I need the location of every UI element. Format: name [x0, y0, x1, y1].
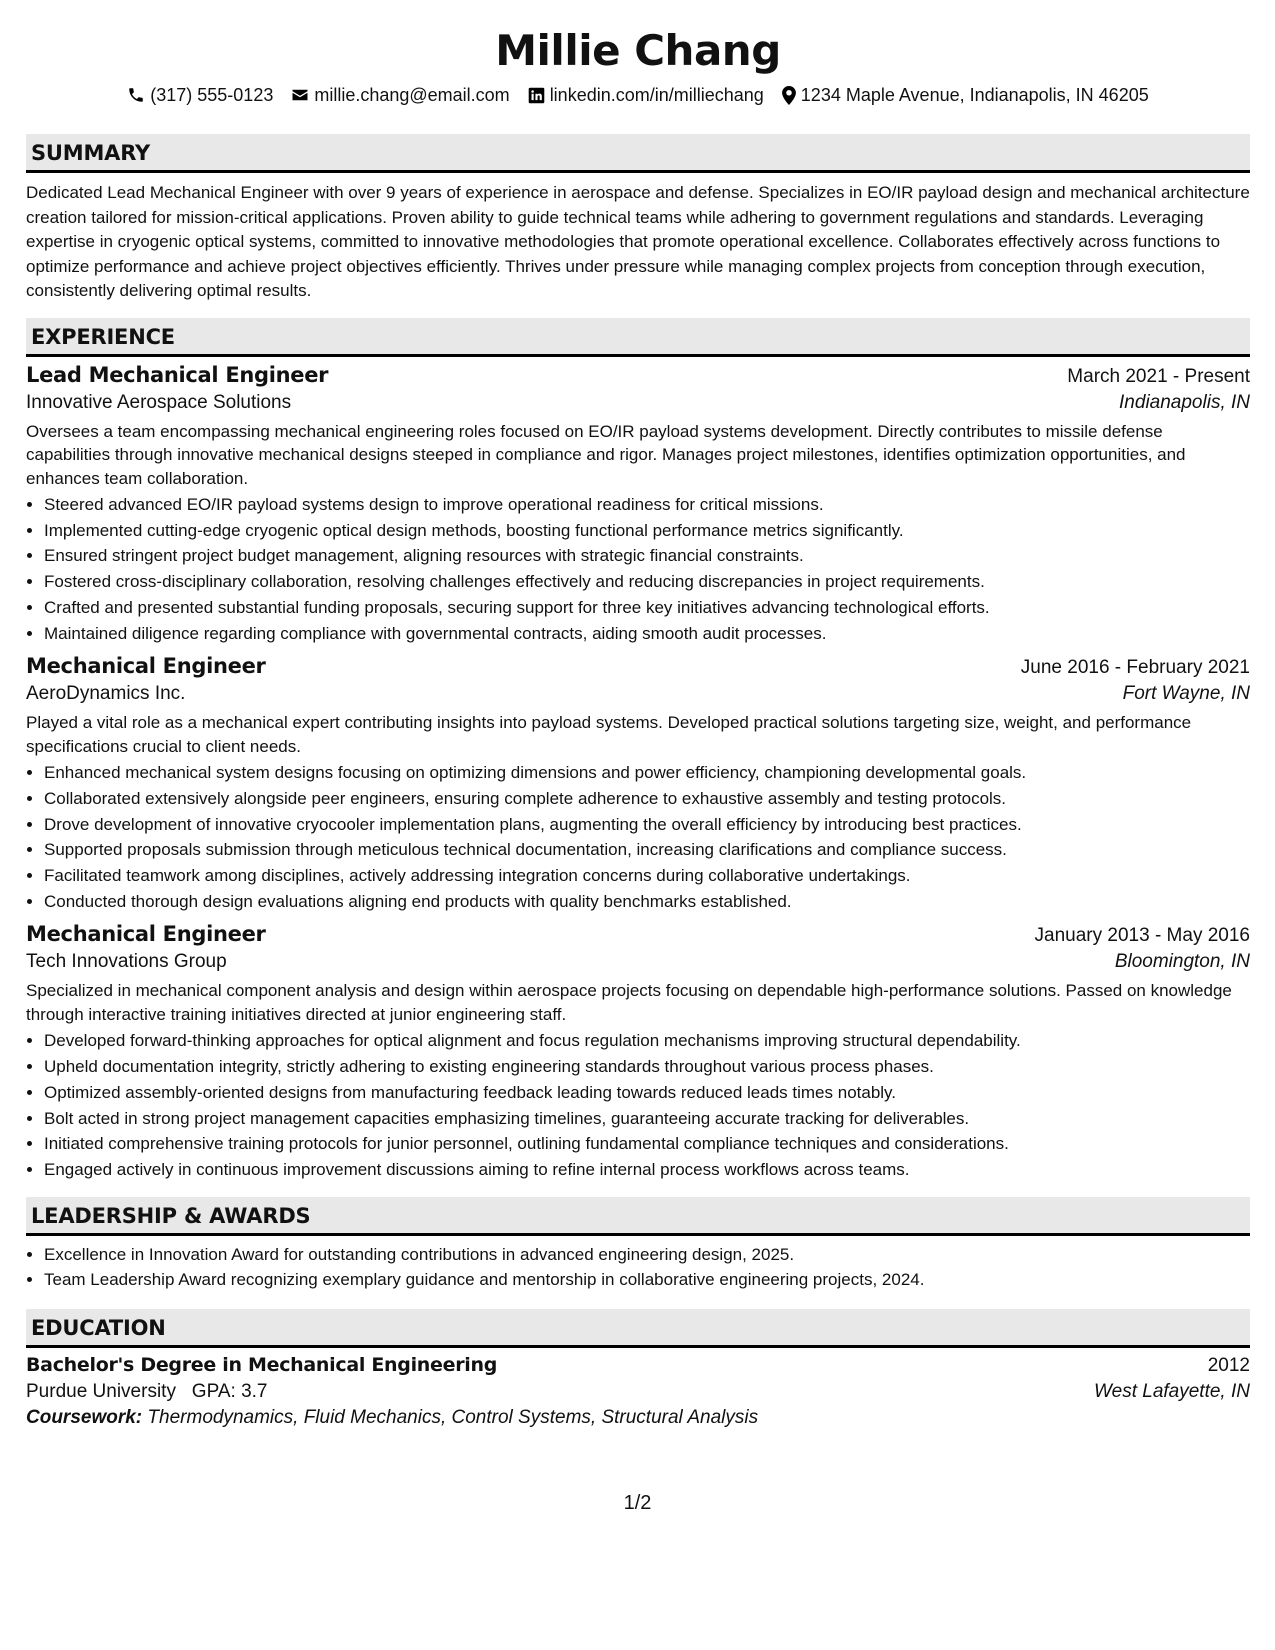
gpa: GPA: 3.7 [191, 1381, 268, 1403]
job-description: Oversees a team encompassing mechanical engineering roles focused on EO/IR payload systems development. Directly contributes to missile defense capabilities through innovative mechanical designs steeped in compliance and rigor. Manages project milestones, identifies optimization opportunities, and enhances team collaboration. [26, 421, 1186, 488]
list-item: • Excellence in Innovation Award for outstanding contributions in advanced engineering design, 2025. [44, 1242, 1250, 1268]
job-dates: January 2013 - May 2016 [1034, 925, 1250, 947]
list-item: • Optimized assembly-oriented designs from manufacturing feedback leading towards reduced leads times notably. [44, 1080, 1250, 1106]
job-entry [26, 922, 1250, 1182]
education-school-row [26, 1381, 1250, 1403]
list-item: • Team Leadership Award recognizing exemplary guidance and mentorship in collaborative engineering projects, 2024. [44, 1267, 1250, 1293]
job-entry [26, 654, 1250, 914]
resume-page [26, 0, 1250, 1429]
job-location: Indianapolis, IN [1119, 391, 1250, 413]
job-dates: March 2021 - Present [1067, 365, 1250, 387]
job-company: AeroDynamics Inc. [26, 683, 186, 705]
list-item: • Implemented cutting-edge cryogenic optical design methods, boosting functional performance metrics significantly. [44, 518, 1250, 544]
job-entry [26, 363, 1250, 647]
job-location: Bloomington, IN [1114, 951, 1250, 973]
email-link[interactable]: millie.chang@email.com [314, 84, 510, 105]
job-company-row [26, 951, 1250, 973]
graduation-year: 2012 [1207, 1355, 1250, 1377]
list-item: • Developed forward-thinking approaches for optical alignment and focus regulation mechanisms improving structural dependability. [44, 1028, 1250, 1054]
job-bullets [26, 1028, 1250, 1182]
job-description: Specialized in mechanical component analysis and design within aerospace projects focusing on dependable high-performance solutions. Passed on knowledge through interactive training initiatives directed at junior engineering staff. [26, 981, 1232, 1024]
list-item: • Fostered cross-disciplinary collaboration, resolving challenges effectively and reducing discrepancies in project requirements. [44, 569, 1250, 595]
job-bullets [26, 760, 1250, 914]
list-item: • Conducted thorough design evaluations aligning end products with quality benchmarks established. [44, 889, 1250, 915]
list-item: • Initiated comprehensive training protocols for junior personnel, outlining fundamental compliance techniques and considerations. [44, 1131, 1250, 1157]
list-item: • Maintained diligence regarding compliance with governmental contracts, aiding smooth audit processes. [44, 621, 1250, 647]
phone-icon [127, 86, 145, 104]
section-heading-summary: SUMMARY [26, 134, 1250, 173]
section-heading-awards: LEADERSHIP & AWARDS [26, 1197, 1250, 1236]
job-title: Lead Mechanical Engineer [26, 362, 329, 387]
job-company: Tech Innovations Group [26, 951, 227, 973]
job-title: Mechanical Engineer [26, 654, 266, 679]
section-heading-education: EDUCATION [26, 1309, 1250, 1348]
job-header-row [26, 922, 1250, 947]
location-icon [782, 86, 796, 105]
email-icon [291, 86, 309, 104]
job-title: Mechanical Engineer [26, 922, 266, 947]
linkedin-icon [528, 87, 545, 104]
degree-title: Bachelor's Degree in Mechanical Engineering [26, 1354, 498, 1377]
list-item: • Collaborated extensively alongside peer engineers, ensuring complete adherence to exhaustive assembly and testing protocols. [44, 786, 1250, 812]
page-number: 1/2 [623, 1492, 652, 1514]
contact-email [291, 85, 509, 106]
job-dates: June 2016 - February 2021 [1020, 657, 1250, 679]
contact-linkedin [528, 85, 764, 106]
job-header-row [26, 654, 1250, 679]
list-item: • Engaged actively in continuous improvement discussions aiming to refine internal process workflows across teams. [44, 1157, 1250, 1183]
phone-number: (317) 555-0123 [150, 84, 274, 105]
school-line [26, 1381, 267, 1403]
section-heading-experience: EXPERIENCE [26, 318, 1250, 357]
linkedin-link[interactable]: linkedin.com/in/milliechang [549, 84, 764, 105]
job-location: Fort Wayne, IN [1122, 683, 1250, 705]
list-item: • Upheld documentation integrity, strictly adhering to existing engineering standards throughout various process phases. [44, 1054, 1250, 1080]
list-item: • Enhanced mechanical system designs focusing on optimizing dimensions and power efficiency, championing developmental goals. [44, 760, 1250, 786]
summary-text: Dedicated Lead Mechanical Engineer with over 9 years of experience in aerospace and defense. Specializes in EO/IR payload design and mechanical architecture creation tailored for mission-critical applications. Proven ability to guide technical teams while adhering to government regulations and standards. Leveraging expertise in cryogenic optical systems, committed to innovative methodologies that promote operational excellence. Collaborates effectively across functions to optimize performance and achieve project objectives efficiently. Thrives under pressure while managing complex projects from conception through execution, consistently delivering optimal results. [26, 183, 1250, 300]
coursework-list: Thermodynamics, Fluid Mechanics, Control Systems, Structural Analysis [147, 1407, 759, 1429]
school-name: Purdue University [26, 1381, 176, 1403]
job-description: Played a vital role as a mechanical expert contributing insights into payload systems. Developed practical solutions targeting size, weight, and performance specifications crucial to client needs. [26, 713, 1192, 756]
job-header-row [26, 363, 1250, 388]
list-item: • Supported proposals submission through meticulous technical documentation, increasing clarifications and compliance success. [44, 837, 1250, 863]
list-item: • Crafted and presented substantial funding proposals, securing support for three key initiatives advancing technological efforts. [44, 595, 1250, 621]
list-item: • Facilitated teamwork among disciplines, actively addressing integration concerns during collaborative undertakings. [44, 863, 1250, 889]
address-text: 1234 Maple Avenue, Indianapolis, IN 46205 [800, 84, 1149, 105]
list-item: • Ensured stringent project budget management, aligning resources with strategic financial constraints. [44, 543, 1250, 569]
education-header-row [26, 1354, 1250, 1377]
list-item: • Bolt acted in strong project management capacities emphasizing timelines, guaranteeing accurate tracking for deliverables. [44, 1106, 1250, 1132]
job-bullets [26, 492, 1250, 646]
coursework-label: Coursework: [26, 1407, 143, 1429]
job-company: Innovative Aerospace Solutions [26, 391, 292, 413]
contact-bar [26, 82, 1250, 108]
school-location: West Lafayette, IN [1094, 1381, 1250, 1403]
contact-phone [127, 85, 273, 106]
candidate-name: Millie Chang [495, 26, 781, 75]
list-item: • Steered advanced EO/IR payload systems design to improve operational readiness for critical missions. [44, 492, 1250, 518]
education-entry [26, 1354, 1250, 1429]
coursework-line [26, 1407, 1250, 1429]
awards-list [26, 1242, 1250, 1293]
contact-address [782, 85, 1149, 106]
list-item: • Drove development of innovative cryocooler implementation plans, augmenting the overall efficiency by introducing best practices. [44, 812, 1250, 838]
job-company-row [26, 392, 1250, 414]
job-company-row [26, 683, 1250, 705]
